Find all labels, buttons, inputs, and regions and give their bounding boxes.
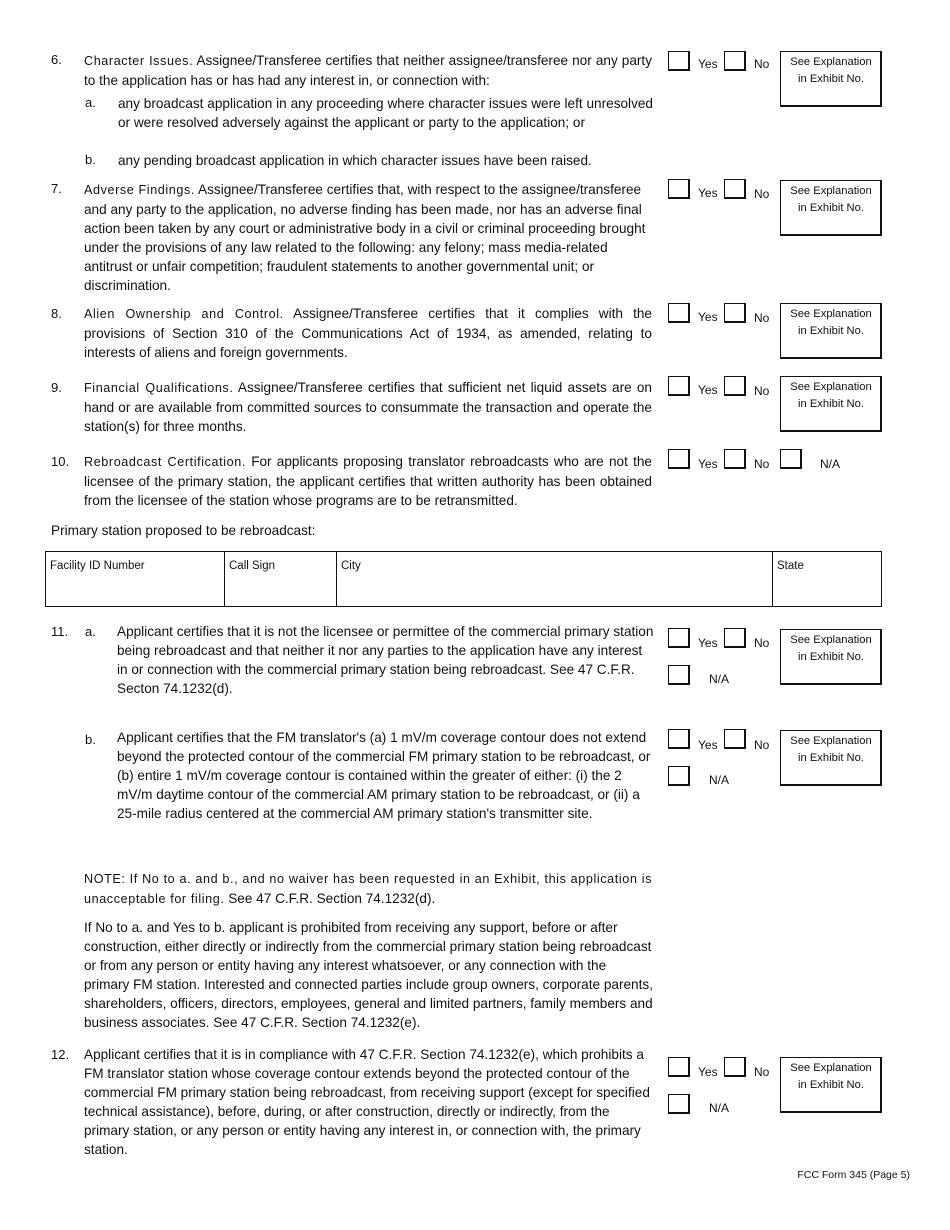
q11b-exhibit-label-1: See Explanation — [790, 735, 872, 747]
q12-text: Applicant certifies that it is in compliance with 47 C.F.R. Section 74.1232(e), which prohibits a FM translator station whose coverage contour extends beyond the protected contour of the commercial FM primary station being rebroadcast, from receiving support (except for specified technical assistance), before, during, or after construction, directly or indirectly, from the primary station, or any person or entity having any interest in, or connection with, the primary station. — [84, 1047, 650, 1157]
q12-exhibit-label-1: See Explanation — [790, 1062, 872, 1074]
q6-text — [84, 51, 652, 90]
q9-no-label: No — [754, 384, 770, 398]
q7-yes-label: Yes — [698, 186, 718, 200]
q7-exhibit-label-1: See Explanation — [790, 185, 872, 197]
q11-note — [84, 869, 652, 909]
q8-body: Assignee/Transferee certifies that it complies with the provisions of Section 310 of the Communications Act of 1934, as amended, relating to interests of aliens and foreign governments. — [84, 306, 652, 360]
q9-number: 9. — [51, 380, 62, 395]
q11b-exhibit-box[interactable] — [780, 730, 882, 786]
q8-no-checkbox[interactable] — [724, 303, 746, 323]
q12-no-label: No — [754, 1065, 770, 1079]
q9-caption: Financial Qualifications. — [84, 381, 234, 395]
q6-no-label: No — [754, 57, 770, 71]
q11a-yes-checkbox[interactable] — [668, 628, 690, 648]
q11b-yes-checkbox[interactable] — [668, 729, 690, 749]
q9-exhibit-box[interactable] — [780, 376, 882, 432]
q11a-exhibit-label-2: in Exhibit No. — [798, 651, 864, 663]
q12-yes-label: Yes — [698, 1065, 718, 1079]
call-sign-field[interactable] — [225, 552, 337, 607]
call-sign-header: Call Sign — [229, 560, 276, 572]
q7-body: Assignee/Transferee certifies that, with respect to the assignee/transferee and any party to the application, no adverse finding has been made, nor has an adverse final action been taken by any court or administrative body in a civil or criminal proceeding brought under the provisions of any law related to the following: any felony; mass media-related antitrust or unfair competition; fraudulent statements to another governmental unit; or discrimination. — [84, 182, 646, 293]
q11-note-2: If No to a. and Yes to b. applicant is prohibited from receiving any support, before or after construction, either directly or indirectly from the commercial primary station being rebroadcast or from any person or entity having any interest whatsoever, or any connection with the primary FM station. Interested and connected parties include group owners, corporate parents, shareholders, officers, directors, employees, general and limited partners, family members and business associates. See 47 C.F.R. Section 74.1232(e). — [84, 920, 653, 1030]
q11b-exhibit-label-2: in Exhibit No. — [798, 752, 864, 764]
q7-no-label: No — [754, 187, 770, 201]
q8-number: 8. — [51, 306, 62, 321]
q6-body: Assignee/Transferee certifies that neither assignee/transferee nor any party to the application has or has had any interest in, or connection with: — [84, 53, 653, 88]
q11-note-rest: See 47 C.F.R. Section 74.1232(d). — [228, 891, 436, 906]
q10-number: 10. — [51, 454, 70, 469]
q10-na-checkbox[interactable] — [780, 449, 802, 469]
q10-no-checkbox[interactable] — [724, 449, 746, 469]
q9-exhibit-label-1: See Explanation — [790, 381, 872, 393]
q11a-exhibit-box[interactable] — [780, 629, 882, 685]
q7-caption: Adverse Findings. — [84, 183, 195, 197]
q9-yes-checkbox[interactable] — [668, 376, 690, 396]
q8-text — [84, 304, 652, 362]
q11b-na-checkbox[interactable] — [668, 766, 690, 786]
q11a-marker: a. — [85, 624, 96, 639]
state-header: State — [777, 560, 804, 572]
q10-text — [84, 452, 652, 510]
q11-note-caption: NOTE: If No to a. and b., and no waiver has been requested in an Exhibit, this application is unacceptable for filing. — [84, 872, 652, 906]
q11b-marker: b. — [85, 732, 96, 747]
q7-number: 7. — [51, 181, 62, 196]
q6-yes-checkbox[interactable] — [668, 51, 690, 71]
q11a-text: Applicant certifies that it is not the licensee or permittee of the commercial primary station being rebroadcast and that neither it nor any parties to the application have any interest in or connection with the commercial primary station being rebroadcast. See 47 C.F.R. Secton 74.1232(d). — [117, 624, 654, 696]
q11b-no-checkbox[interactable] — [724, 729, 746, 749]
q6-sub-b-marker: b. — [85, 152, 96, 167]
q12-na-checkbox[interactable] — [668, 1094, 690, 1114]
q11a-yes-label: Yes — [698, 636, 718, 650]
q6-yes-label: Yes — [698, 57, 718, 71]
q6-no-checkbox[interactable] — [724, 51, 746, 71]
q10-body: For applicants proposing translator rebroadcasts who are not the licensee of the primary station, the applicant certifies that written authority has been obtained from the licensee of the station whose programs are to be retransmitted. — [84, 454, 652, 508]
q9-exhibit-label-2: in Exhibit No. — [798, 398, 864, 410]
state-field[interactable] — [773, 552, 882, 607]
q8-exhibit-label-1: See Explanation — [790, 308, 872, 320]
q6-exhibit-box[interactable] — [780, 51, 882, 107]
q8-yes-label: Yes — [698, 310, 718, 324]
facility-id-header: Facility ID Number — [50, 560, 145, 572]
q8-yes-checkbox[interactable] — [668, 303, 690, 323]
q9-yes-label: Yes — [698, 383, 718, 397]
q6-caption: Character Issues. — [84, 54, 194, 68]
q9-no-checkbox[interactable] — [724, 376, 746, 396]
city-header: City — [341, 560, 361, 572]
q11a-na-label: N/A — [709, 672, 730, 686]
facility-id-field[interactable] — [46, 552, 225, 607]
q7-yes-checkbox[interactable] — [668, 179, 690, 199]
q7-exhibit-box[interactable] — [780, 180, 882, 236]
q12-na-label: N/A — [709, 1101, 730, 1115]
q6-sub-a-marker: a. — [85, 95, 96, 110]
q10-yes-label: Yes — [698, 457, 718, 471]
q8-no-label: No — [754, 311, 770, 325]
q10-yes-checkbox[interactable] — [668, 449, 690, 469]
primary-station-label: Primary station proposed to be rebroadcast: — [51, 523, 316, 538]
q11b-text: Applicant certifies that the FM translator's (a) 1 mV/m coverage contour does not extend beyond the protected contour of the commercial FM primary station to be rebroadcast, or (b) entire 1 mV/m coverage contour is contained within the greater of either: (i) the 2 mV/m daytime contour of the commercial AM primary station to be rebroadcast, or (ii) a 25-mile radius centered at the commercial AM primary station's transmitter site. — [117, 730, 651, 821]
q9-text — [84, 378, 652, 436]
q11b-na-label: N/A — [709, 773, 730, 787]
q12-number: 12. — [51, 1047, 70, 1062]
q10-no-label: No — [754, 457, 770, 471]
city-field[interactable] — [337, 552, 773, 607]
primary-station-table — [45, 551, 882, 607]
q7-no-checkbox[interactable] — [724, 179, 746, 199]
q11a-no-label: No — [754, 636, 770, 650]
q7-text — [84, 180, 654, 295]
q11a-no-checkbox[interactable] — [724, 628, 746, 648]
q6-sub-b-text: any pending broadcast application in which character issues have been raised. — [118, 153, 592, 168]
q12-yes-checkbox[interactable] — [668, 1057, 690, 1077]
q6-exhibit-label-1: See Explanation — [790, 56, 872, 68]
q10-caption: Rebroadcast Certification. — [84, 455, 246, 469]
q6-exhibit-label-2: in Exhibit No. — [798, 73, 864, 85]
q11b-no-label: No — [754, 738, 770, 752]
q12-exhibit-box[interactable] — [780, 1057, 882, 1113]
q11a-na-checkbox[interactable] — [668, 665, 690, 685]
q11-number: 11. — [51, 624, 69, 639]
q9-body: Assignee/Transferee certifies that sufficient net liquid assets are on hand or are available from committed sources to consummate the transaction and operate the station(s) for three months. — [84, 380, 652, 434]
q10-na-label: N/A — [820, 457, 841, 471]
q11a-exhibit-label-1: See Explanation — [790, 634, 872, 646]
q7-exhibit-label-2: in Exhibit No. — [798, 202, 864, 214]
q6-sub-a-text: any broadcast application in any proceeding where character issues were left unresolved or were resolved adversely against the applicant or party to the application; or — [118, 96, 653, 130]
q6-number: 6. — [51, 52, 62, 67]
q12-exhibit-label-2: in Exhibit No. — [798, 1079, 864, 1091]
q8-exhibit-label-2: in Exhibit No. — [798, 325, 864, 337]
q11b-yes-label: Yes — [698, 738, 718, 752]
page-footer: FCC Form 345 (Page 5) — [797, 1169, 910, 1181]
q8-caption: Alien Ownership and Control. — [84, 307, 284, 321]
q8-exhibit-box[interactable] — [780, 303, 882, 359]
q12-no-checkbox[interactable] — [724, 1057, 746, 1077]
